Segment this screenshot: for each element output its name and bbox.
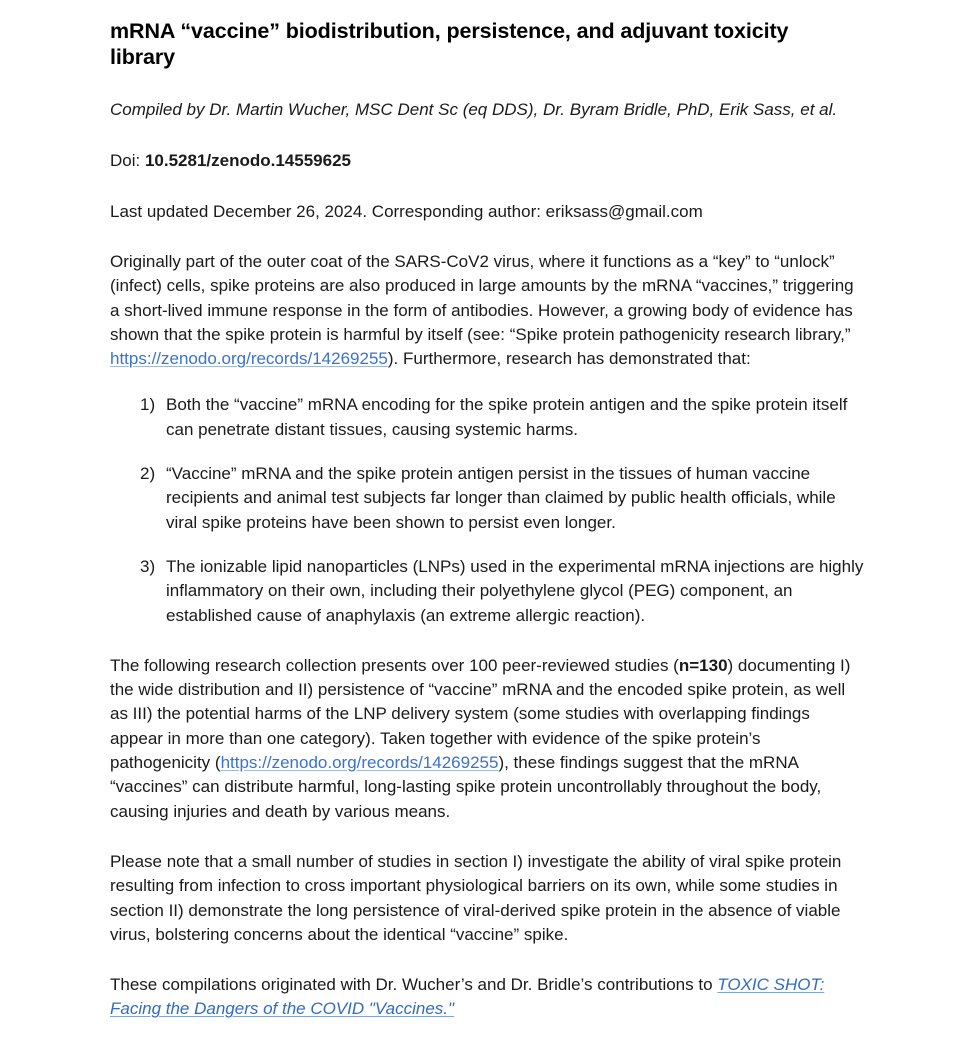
list-item	[110, 462, 864, 535]
origin-text-part1: These compilations originated with Dr. Wucher’s and Dr. Bridle’s contributions to	[110, 975, 718, 995]
last-updated-line: Last updated December 26, 2024. Corresponding author: eriksass@gmail.com	[110, 202, 703, 221]
intro-text-part2: ). Furthermore, research has demonstrated that:	[387, 349, 751, 369]
collection-text-part2: ) documenting I) the wide distribution and II) persistence of “vaccine” mRNA and the encoded spike protein, as well as III) the potential harms of the LNP delivery system (some studies with overlapping findings appear in more than one category). Taken together with evidence of the spike protein’s pathogenicity (	[110, 655, 851, 773]
findings-list	[110, 393, 864, 627]
list-item	[110, 555, 864, 628]
list-item-text: “Vaccine” mRNA and the spike protein antigen persist in the tissues of human vaccine recipients and animal test subjects far longer than claimed by public health officials, while viral spike proteins have been shown to persist even longer.	[166, 464, 836, 532]
doi-value: 10.5281/zenodo.14559625	[144, 151, 351, 170]
doi-line	[110, 149, 864, 173]
byline: Compiled by Dr. Martin Wucher, MSC Dent Sc (eq DDS), Dr. Byram Bridle, PhD, Erik Sass, et al.	[110, 100, 838, 119]
list-item-text: Both the “vaccine” mRNA encoding for the spike protein antigen and the spike protein itself can penetrate distant tissues, causing systemic harms.	[166, 395, 848, 439]
list-item-text: The ionizable lipid nanoparticles (LNPs) used in the experimental mRNA injections are highly inflammatory on their own, including their polyethylene glycol (PEG) component, an established cause of anaphylaxis (an extreme allergic reaction).	[166, 556, 864, 625]
page-title: mRNA “vaccine” biodistribution, persistence, and adjuvant toxicity library	[110, 19, 789, 69]
zenodo-link-intro[interactable]: https://zenodo.org/records/14269255	[110, 349, 388, 369]
collection-text-part1: The following research collection presents over 100 peer-reviewed studies (	[110, 655, 679, 675]
list-item	[110, 393, 864, 442]
list-item-marker: 3)	[140, 556, 156, 576]
note-paragraph: Please note that a small number of studies in section I) investigate the ability of viral spike protein resulting from infection to cross important physiological barriers on its own, while some studies in section II) demonstrate the long persistence of viral-derived spike protein in the absence of viable virus, bolstering concerns about the identical “vaccine” spike.	[110, 851, 842, 944]
origin-paragraph	[110, 973, 862, 1022]
toxic-shot-book-link[interactable]: TOXIC SHOT: Facing the Dangers of the COVID "Vaccines."	[110, 975, 825, 1019]
intro-paragraph	[110, 250, 862, 371]
zenodo-link-collection[interactable]: https://zenodo.org/records/14269255	[220, 753, 499, 773]
collection-paragraph	[110, 654, 862, 824]
intro-text-part1: Originally part of the outer coat of the SARS-CoV2 virus, where it functions as a “key” to “unlock” (infect) cells, spike proteins are also produced in large amounts by the mRNA “vaccines,” triggering a short-lived immune response in the form of antibodies. However, a growing body of evidence has shown that the spike protein is harmful by itself (see: “Spike protein pathogenicity research library,”	[110, 252, 854, 344]
list-item-marker: 1)	[140, 395, 156, 415]
study-count: n=130	[678, 655, 728, 675]
collection-text-part3: ), these findings suggest that the mRNA “vaccines” can distribute harmful, long-lasting spike protein uncontrollably throughout the body, causing injuries and death by various means.	[110, 753, 822, 821]
doi-label: Doi:	[110, 151, 145, 170]
list-item-marker: 2)	[140, 464, 156, 484]
